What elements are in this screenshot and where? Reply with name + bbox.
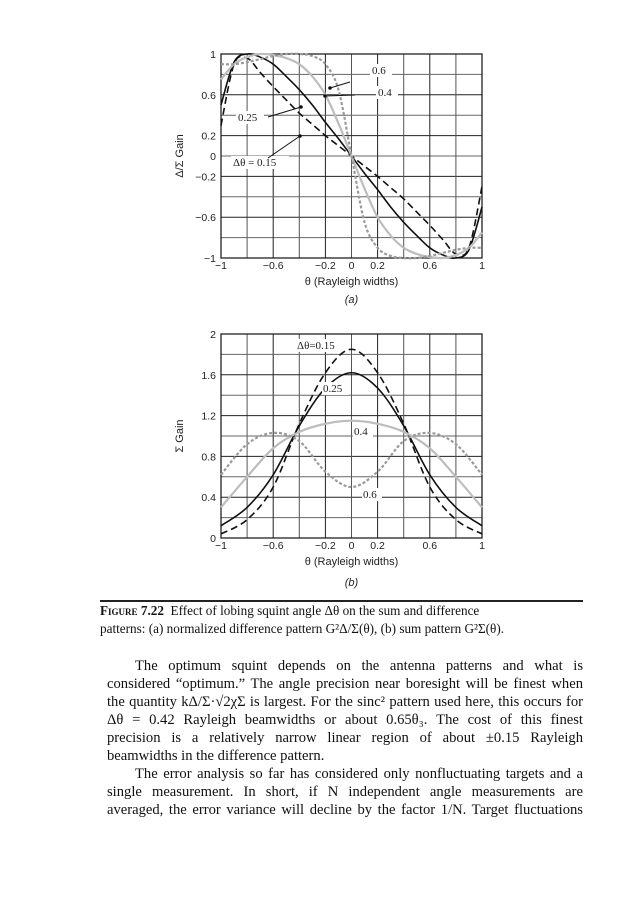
panel-label: (a) <box>344 294 359 306</box>
chart-panel-a <box>174 49 485 306</box>
arrow-head-icon <box>328 86 332 90</box>
arrow-head-icon <box>298 134 302 138</box>
x-tick-label: 0 <box>348 260 355 272</box>
series-annotation: Δθ=0.15 <box>297 340 335 352</box>
body-line: beamwidths in the difference pattern. <box>107 748 325 764</box>
series-annotation: 0.25 <box>238 112 258 124</box>
series-annotation: 0.6 <box>363 489 377 501</box>
figure-label: Figure 7.22 <box>100 603 164 618</box>
x-axis-label: θ (Rayleigh widths) <box>304 276 399 288</box>
body-text <box>107 657 583 819</box>
x-tick-label: −1 <box>215 260 227 272</box>
x-tick-label: −1 <box>215 540 227 552</box>
y-tick-label: 0.6 <box>201 89 216 102</box>
caption-line-1: Effect of lobing squint angle Δθ on the sum and difference <box>170 603 480 618</box>
x-tick-label: −0.2 <box>315 540 336 552</box>
y-axis-label: Σ Gain <box>174 419 186 453</box>
x-tick-label: −0.6 <box>262 260 284 272</box>
series-annotation: Δθ = 0.15 <box>233 157 277 169</box>
panel-label: (b) <box>344 577 359 589</box>
x-axis-label: θ (Rayleigh widths) <box>304 556 399 568</box>
x-tick-label: 1 <box>479 540 485 552</box>
arrow-head-icon <box>323 94 327 98</box>
x-tick-label: 0.2 <box>370 260 385 272</box>
x-tick-label: −0.6 <box>262 540 284 552</box>
y-axis-label: Δ/Σ Gain <box>174 134 186 178</box>
x-tick-label: 0.6 <box>422 540 438 552</box>
y-tick-label: 0.8 <box>201 451 216 464</box>
y-tick-label: 0 <box>210 533 216 545</box>
body-line: The optimum squint depends on the antenna patterns and what is <box>135 658 583 674</box>
y-tick-label: 2 <box>210 329 216 341</box>
y-tick-label: 1 <box>210 49 216 61</box>
body-line: precision is a relatively narrow linear region of about ±0.15 Rayleigh <box>107 730 583 746</box>
x-tick-label: 0.2 <box>370 540 385 552</box>
body-line: considered “optimum.” The angle precision near boresight will be finest when <box>107 676 583 692</box>
arrow-head-icon <box>299 105 303 109</box>
y-tick-label: −0.6 <box>195 212 216 225</box>
series-annotation: 0.4 <box>354 426 368 438</box>
x-tick-label: 1 <box>479 260 485 272</box>
x-tick-label: 0 <box>348 540 355 552</box>
body-line: the quantity kΔ/Σ·√2χΣ is largest. For the sinc² pattern used here, this occurs for <box>107 694 583 710</box>
y-tick-label: −1 <box>204 253 216 265</box>
series-annotation: 0.25 <box>323 383 343 395</box>
series-annotation: 0.4 <box>378 87 392 99</box>
y-tick-label: 0.4 <box>201 492 216 505</box>
y-tick-label: 1.6 <box>201 369 216 382</box>
y-tick-label: 1.2 <box>201 410 216 423</box>
y-tick-label: 0 <box>210 151 216 163</box>
series-annotation: 0.6 <box>372 65 386 77</box>
caption-line-2: patterns: (a) normalized difference pattern G²Δ/Σ(θ), (b) sum pattern G²Σ(θ). <box>100 621 505 636</box>
body-line: Δθ = 0.42 Rayleigh beamwidths or about 0.65θ₃. The cost of this finest <box>107 712 583 728</box>
x-tick-label: −0.2 <box>315 260 336 272</box>
body-line: The error analysis so far has considered only nonfluctuating targets and a <box>135 766 583 782</box>
body-line: single measurement. In short, if N independent angle measurements are <box>107 784 583 800</box>
annotation-arrow <box>330 82 350 88</box>
figure-caption <box>100 602 583 620</box>
chart-panel-b <box>174 329 485 589</box>
body-line: averaged, the error variance will decline by the factor 1/N. Target fluctuations <box>107 802 583 818</box>
x-tick-label: 0.6 <box>422 260 438 272</box>
y-tick-label: −0.2 <box>195 171 216 184</box>
y-tick-label: 0.2 <box>201 130 216 143</box>
